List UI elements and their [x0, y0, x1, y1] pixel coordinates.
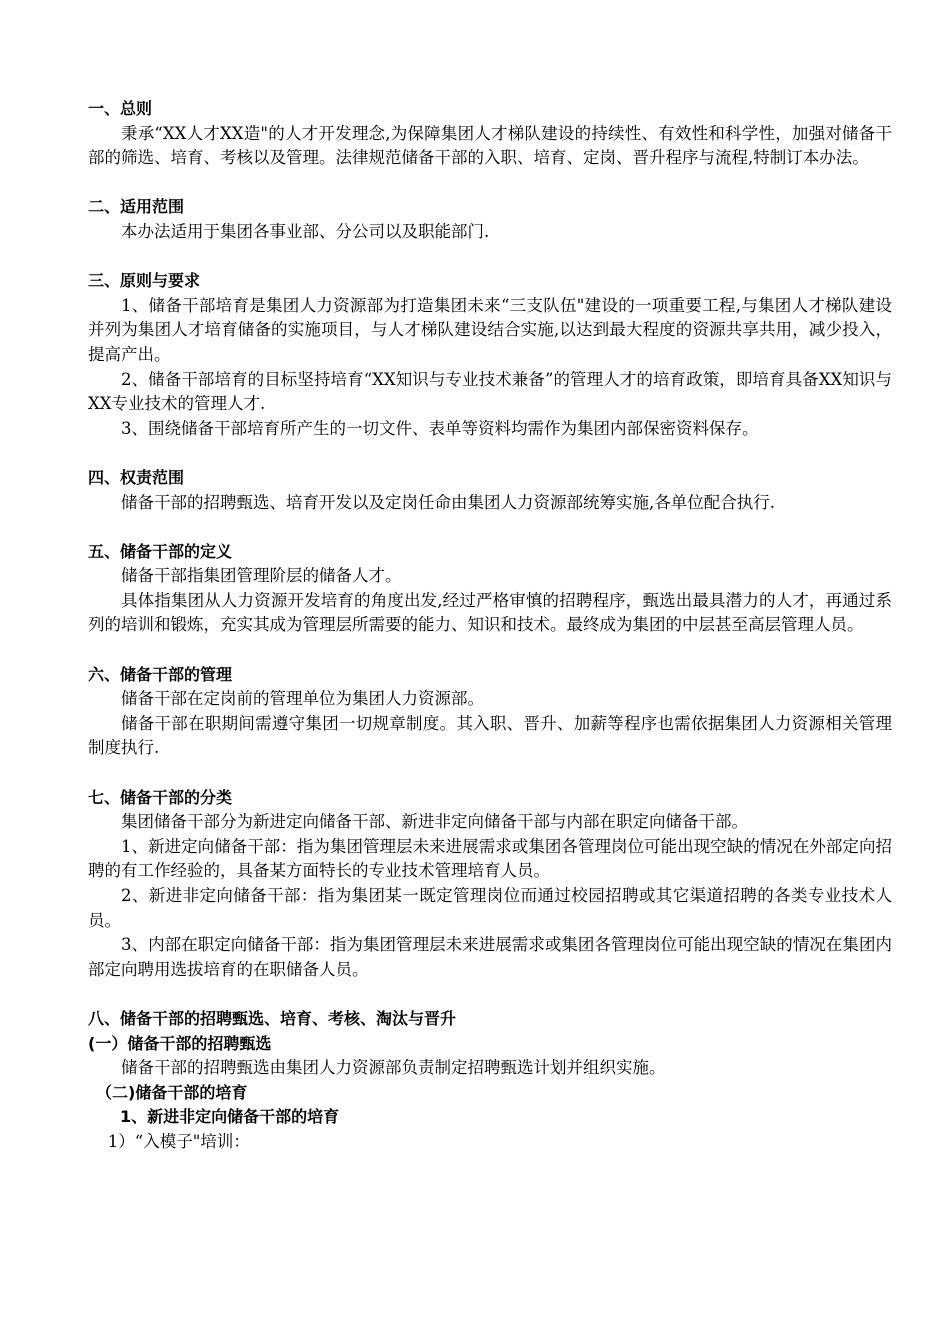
section-heading: 五、储备干部的定义: [88, 541, 233, 561]
section-heading: 一、总则: [88, 99, 153, 118]
section-paragraph: 本办法适用于集团各事业部、分公司以及职能部门.: [121, 221, 490, 241]
section-paragraph: 1、新进定向储备干部：指为集团管理层未来进展需求或集团各管理岗位可能出现空缺的情况在外部定向招聘的有工作经验的，具备某方面特长的专业技术管理培育人员。: [88, 836, 892, 881]
section-heading: 三、原则与要求: [88, 271, 201, 291]
document-page: [88, 97, 892, 1155]
section-heading: 六、储备干部的管理: [88, 664, 233, 684]
section-paragraph: 秉承“XX人才XX造"的人才开发理念,为保障集团人才梯队建设的持续性、有效性和科学性，加强对储备干部的筛选、培育、考核以及管理。法律规范储备干部的入职、培育、定岗、晋升程序与流程,特制订本办法。: [88, 123, 892, 168]
section-paragraph: 储备干部在定岗前的管理单位为集团人力资源部。: [121, 689, 484, 709]
section-paragraph: 2、储备干部培育的目标坚持培育“XX知识与专业技术兼备”的管理人才的培育政策，即培育具备XX知识与XX专业技术的管理人才.: [88, 369, 892, 414]
section-paragraph: 2、新进非定向储备干部：指为集团某一既定管理岗位而通过校园招聘或其它渠道招聘的各类专业技术人员。: [88, 886, 892, 930]
list-item: 1）“入模子"培训：: [107, 1131, 250, 1151]
section-definition: [88, 540, 892, 638]
section-principles: [88, 269, 892, 441]
section-classification: [88, 786, 892, 983]
subsection-heading-nontargeted-training: 1、新进非定向储备干部的培育: [120, 1107, 340, 1127]
section-paragraph: 储备干部的招聘甄选、培育开发以及定岗任命由集团人力资源部统筹实施,各单位配合执行.: [121, 492, 775, 512]
section-general: [88, 97, 892, 171]
subsection-heading-training: （二)储备干部的培育: [96, 1082, 248, 1102]
section-paragraph: 3、内部在职定向储备干部：指为集团管理层未来进展需求或集团各管理岗位可能出现空缺的情况在集团内部定向聘用选拔培育的在职储备人员。: [88, 935, 892, 979]
section-heading: 八、储备干部的招聘甄选、培育、考核、淘汰与晋升: [88, 1008, 457, 1028]
section-scope: [88, 195, 892, 244]
section-paragraph: 具体指集团从人力资源开发培育的角度出发,经过严格审慎的招聘程序，甄选出最具潜力的人才，再通过系列的培训和锻炼，充实其成为管理层所需要的能力、知识和技术。最终成为集团的中层甚至高层管理人员。: [88, 590, 892, 635]
section-paragraph: 储备干部的招聘甄选由集团人力资源部负责制定招聘甄选计划并组织实施。: [121, 1058, 666, 1078]
section-paragraph: 储备干部指集团管理阶层的储备人才。: [121, 566, 402, 586]
section-management: [88, 663, 892, 761]
section-paragraph: 集团储备干部分为新进定向储备干部、新进非定向储备干部与内部在职定向储备干部。: [121, 812, 748, 832]
section-paragraph: 1、储备干部培育是集团人力资源部为打造集团未来“三支队伍"建设的一项重要工程,与集团人才梯队建设并列为集团人才培育储备的实施项目，与人才梯队建设结合实施,以达到最大程度的资源共享共用，减少投入，提高产出。: [88, 295, 892, 364]
section-heading: 四、权责范围: [88, 467, 185, 487]
section-heading: 七、储备干部的分类: [88, 787, 233, 807]
section-heading: 二、适用范围: [88, 197, 185, 217]
section-paragraph: 储备干部在职期间需遵守集团一切规章制度。其入职、晋升、加薪等程序也需依据集团人力资源相关管理制度执行.: [88, 713, 892, 758]
subsection-heading-recruitment: (一）储备干部的招聘甄选: [88, 1033, 272, 1053]
section-paragraph: 3、围绕储备干部培育所产生的一切文件、表单等资料均需作为集团内部保密资料保存。: [121, 418, 759, 438]
section-responsibility: [88, 466, 892, 515]
section-recruitment-training: [88, 1007, 892, 1155]
